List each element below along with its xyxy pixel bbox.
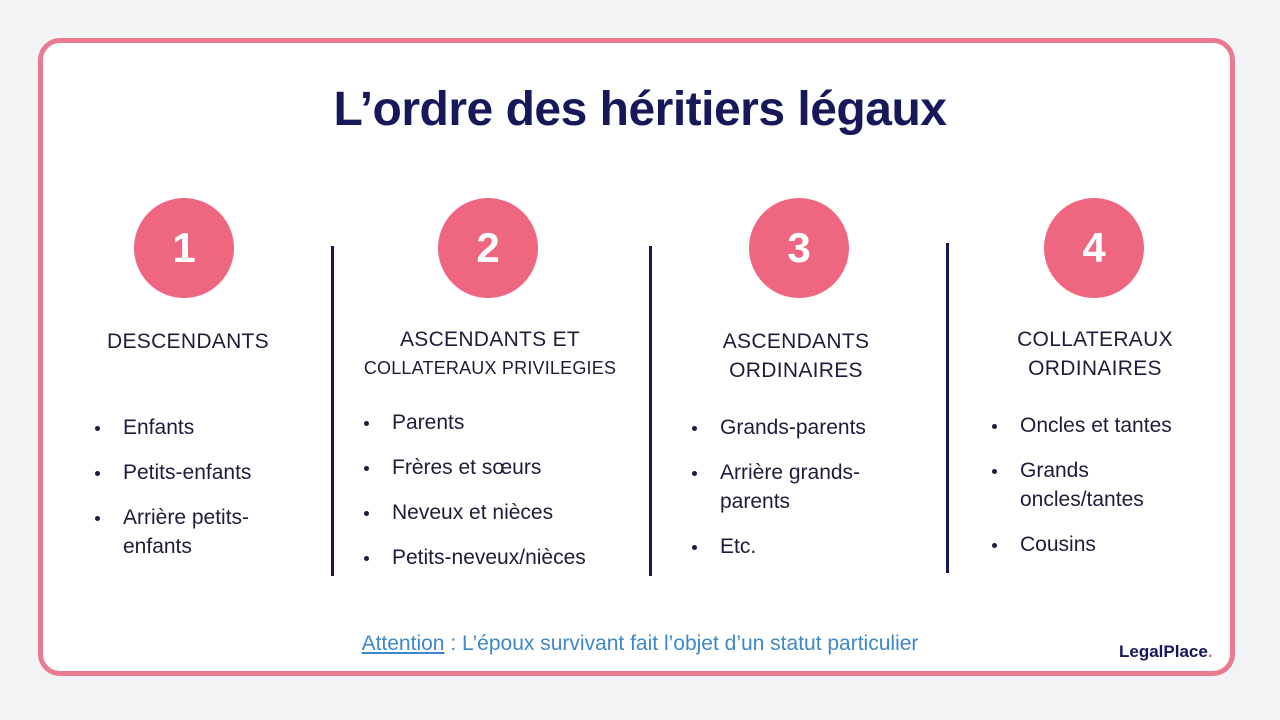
list-item: Frères et sœurs [362, 453, 642, 482]
step-4-list [990, 411, 1220, 575]
column-divider [331, 246, 334, 576]
step-4-heading-line1: COLLATERAUX [1017, 328, 1173, 351]
list-item: Petits-enfants [93, 458, 293, 487]
step-2-heading [340, 325, 640, 383]
list-item: Petits-neveux/nièces [362, 543, 642, 572]
step-1-heading [60, 327, 316, 356]
step-3-heading-line1: ASCENDANTS [722, 330, 870, 353]
step-4-heading [960, 325, 1230, 383]
list-item: Oncles et tantes [990, 411, 1220, 440]
list-item: Enfants [93, 413, 293, 442]
column-divider [946, 243, 949, 573]
step-1-heading-line1: DESCENDANTS [107, 330, 269, 353]
step-3-heading-line2: ORDINAIRES [729, 359, 863, 382]
legalplace-logo [1119, 642, 1213, 662]
page-title: L’ordre des héritiers légaux [333, 83, 947, 136]
step-2-circle: 2 [438, 198, 538, 298]
step-4-heading-line2: ORDINAIRES [1028, 357, 1162, 380]
step-3-list [690, 413, 920, 577]
list-item: Neveux et nièces [362, 498, 642, 527]
step-1-circle: 1 [134, 198, 234, 298]
list-item: Cousins [990, 530, 1220, 559]
list-item: Grands-parents [690, 413, 920, 442]
brand-name: LegalPlace [1119, 642, 1208, 661]
footer-note-text: : L’époux survivant fait l’objet d’un statut particulier [444, 632, 919, 655]
footer-note [0, 632, 1280, 656]
list-item: Arrière petits-enfants [93, 503, 283, 561]
list-item: Arrière grands-parents [690, 458, 895, 516]
step-2-heading-line2: COLLATERAUX PRIVILEGIES [363, 358, 617, 378]
step-3-heading [660, 327, 932, 385]
step-4-circle: 4 [1044, 198, 1144, 298]
step-2-list [362, 408, 642, 588]
brand-dot: . [1207, 642, 1213, 661]
step-3-circle: 3 [749, 198, 849, 298]
column-divider [649, 246, 652, 576]
list-item: Etc. [690, 532, 920, 561]
step-2-heading-line1: ASCENDANTS ET [399, 328, 581, 351]
step-1-list [93, 413, 293, 577]
list-item: Parents [362, 408, 642, 437]
attention-link[interactable]: Attention [361, 632, 445, 655]
list-item: Grands oncles/tantes [990, 456, 1195, 514]
